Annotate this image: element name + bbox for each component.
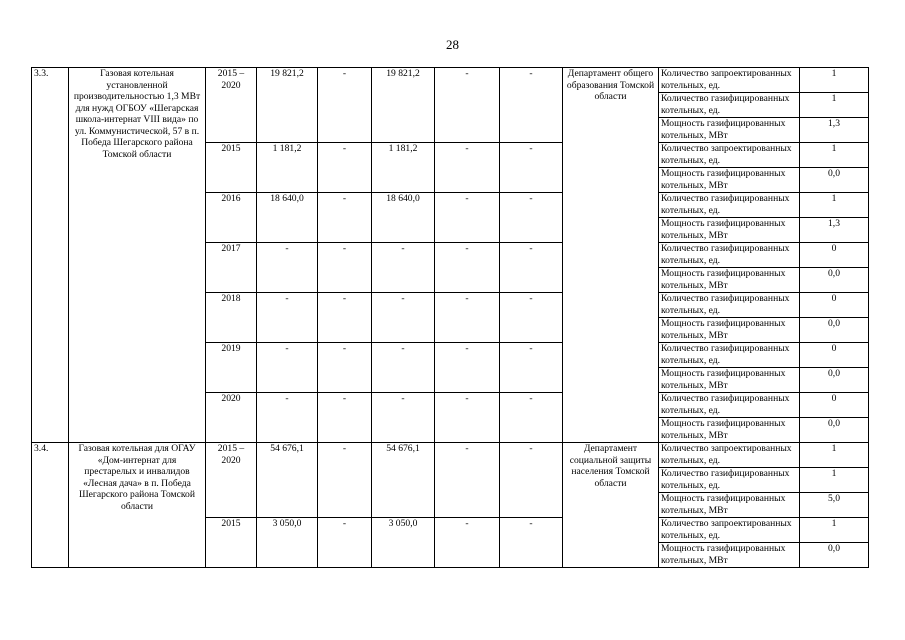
indicator-value: 1 (800, 468, 869, 493)
indicator-value: 0,0 (800, 543, 869, 568)
indicator-name: Мощность газифицированных котельных, МВт (659, 268, 800, 293)
indicator-name: Количество запроектированных котельных, ед. (659, 143, 800, 168)
executor: Департамент общего образования Томской области (563, 68, 659, 443)
indicator-value: 1,3 (800, 118, 869, 143)
regional-cell: - (372, 343, 435, 393)
local-cell: - (435, 243, 500, 293)
federal-cell: - (318, 343, 372, 393)
period-year: 2015 (206, 143, 257, 193)
period-year: 2020 (206, 393, 257, 443)
extra-cell: - (500, 243, 563, 293)
table-row (32, 68, 869, 93)
item-name: Газовая котельная установленной производительностью 1,3 МВт для нужд ОГБОУ «Шегарская школа-интернат VIII вида» по ул. Коммунистической, 57 в п. Победа Шегарского района Томской области (69, 68, 206, 443)
period-year: 2018 (206, 293, 257, 343)
item-name: Газовая котельная для ОГАУ «Дом-интернат для престарелых и инвалидов «Лесная дача» в п. Победа Шегарского района Томской области (69, 443, 206, 568)
local-cell: - (435, 193, 500, 243)
regional-cell: - (372, 293, 435, 343)
extra-cell: - (500, 68, 563, 143)
period-year: 2016 (206, 193, 257, 243)
total-cell: - (257, 393, 318, 443)
indicator-value: 1 (800, 93, 869, 118)
total-cell: - (257, 243, 318, 293)
indicator-name: Мощность газифицированных котельных, МВт (659, 218, 800, 243)
regional-cell: 1 181,2 (372, 143, 435, 193)
indicator-name: Мощность газифицированных котельных, МВт (659, 543, 800, 568)
page-number: 28 (446, 37, 459, 52)
federal-cell: - (318, 243, 372, 293)
period-year: 2017 (206, 243, 257, 293)
indicator-value: 1 (800, 68, 869, 93)
period-year: 2015 (206, 518, 257, 568)
indicator-value: 1,3 (800, 218, 869, 243)
extra-cell: - (500, 343, 563, 393)
indicator-name: Количество газифицированных котельных, ед. (659, 343, 800, 368)
extra-cell: - (500, 143, 563, 193)
total-cell: - (257, 343, 318, 393)
total-cell: - (257, 293, 318, 343)
indicator-name: Количество газифицированных котельных, ед. (659, 243, 800, 268)
extra-cell: - (500, 443, 563, 518)
total-cell: 18 640,0 (257, 193, 318, 243)
regional-cell: - (372, 393, 435, 443)
indicator-value: 0,0 (800, 418, 869, 443)
federal-cell: - (318, 443, 372, 518)
indicator-name: Мощность газифицированных котельных, МВт (659, 368, 800, 393)
regional-cell: - (372, 243, 435, 293)
program-table (31, 67, 869, 568)
item-number: 3.3. (32, 68, 69, 443)
local-cell: - (435, 518, 500, 568)
indicator-name: Количество газифицированных котельных, ед. (659, 193, 800, 218)
local-cell: - (435, 443, 500, 518)
total-cell: 3 050,0 (257, 518, 318, 568)
federal-cell: - (318, 68, 372, 143)
table-body (32, 68, 869, 568)
indicator-name: Количество газифицированных котельных, ед. (659, 293, 800, 318)
period-year: 2015 – 2020 (206, 68, 257, 143)
indicator-name: Количество запроектированных котельных, ед. (659, 68, 800, 93)
indicator-value: 0 (800, 293, 869, 318)
local-cell: - (435, 393, 500, 443)
local-cell: - (435, 143, 500, 193)
item-number: 3.4. (32, 443, 69, 568)
extra-cell: - (500, 193, 563, 243)
indicator-name: Количество запроектированных котельных, ед. (659, 443, 800, 468)
federal-cell: - (318, 143, 372, 193)
indicator-value: 0,0 (800, 168, 869, 193)
total-cell: 1 181,2 (257, 143, 318, 193)
indicator-name: Количество запроектированных котельных, ед. (659, 518, 800, 543)
period-year: 2019 (206, 343, 257, 393)
indicator-value: 1 (800, 193, 869, 218)
indicator-name: Мощность газифицированных котельных, МВт (659, 118, 800, 143)
executor: Департамент социальной защиты населения Томской области (563, 443, 659, 568)
extra-cell: - (500, 293, 563, 343)
local-cell: - (435, 293, 500, 343)
indicator-value: 0,0 (800, 268, 869, 293)
indicator-value: 0,0 (800, 318, 869, 343)
regional-cell: 54 676,1 (372, 443, 435, 518)
federal-cell: - (318, 393, 372, 443)
local-cell: - (435, 68, 500, 143)
indicator-name: Количество газифицированных котельных, ед. (659, 93, 800, 118)
indicator-value: 0 (800, 393, 869, 418)
local-cell: - (435, 343, 500, 393)
indicator-value: 0,0 (800, 368, 869, 393)
indicator-value: 1 (800, 518, 869, 543)
regional-cell: 3 050,0 (372, 518, 435, 568)
regional-cell: 18 640,0 (372, 193, 435, 243)
indicator-name: Количество газифицированных котельных, ед. (659, 393, 800, 418)
extra-cell: - (500, 518, 563, 568)
indicator-value: 5,0 (800, 493, 869, 518)
indicator-value: 1 (800, 143, 869, 168)
regional-cell: 19 821,2 (372, 68, 435, 143)
total-cell: 54 676,1 (257, 443, 318, 518)
indicator-value: 0 (800, 343, 869, 368)
federal-cell: - (318, 518, 372, 568)
indicator-value: 0 (800, 243, 869, 268)
indicator-name: Мощность газифицированных котельных, МВт (659, 418, 800, 443)
indicator-name: Мощность газифицированных котельных, МВт (659, 318, 800, 343)
indicator-name: Мощность газифицированных котельных, МВт (659, 493, 800, 518)
indicator-value: 1 (800, 443, 869, 468)
table-row (32, 443, 869, 468)
federal-cell: - (318, 193, 372, 243)
extra-cell: - (500, 393, 563, 443)
federal-cell: - (318, 293, 372, 343)
total-cell: 19 821,2 (257, 68, 318, 143)
period-year: 2015 – 2020 (206, 443, 257, 518)
indicator-name: Количество газифицированных котельных, ед. (659, 468, 800, 493)
indicator-name: Мощность газифицированных котельных, МВт (659, 168, 800, 193)
